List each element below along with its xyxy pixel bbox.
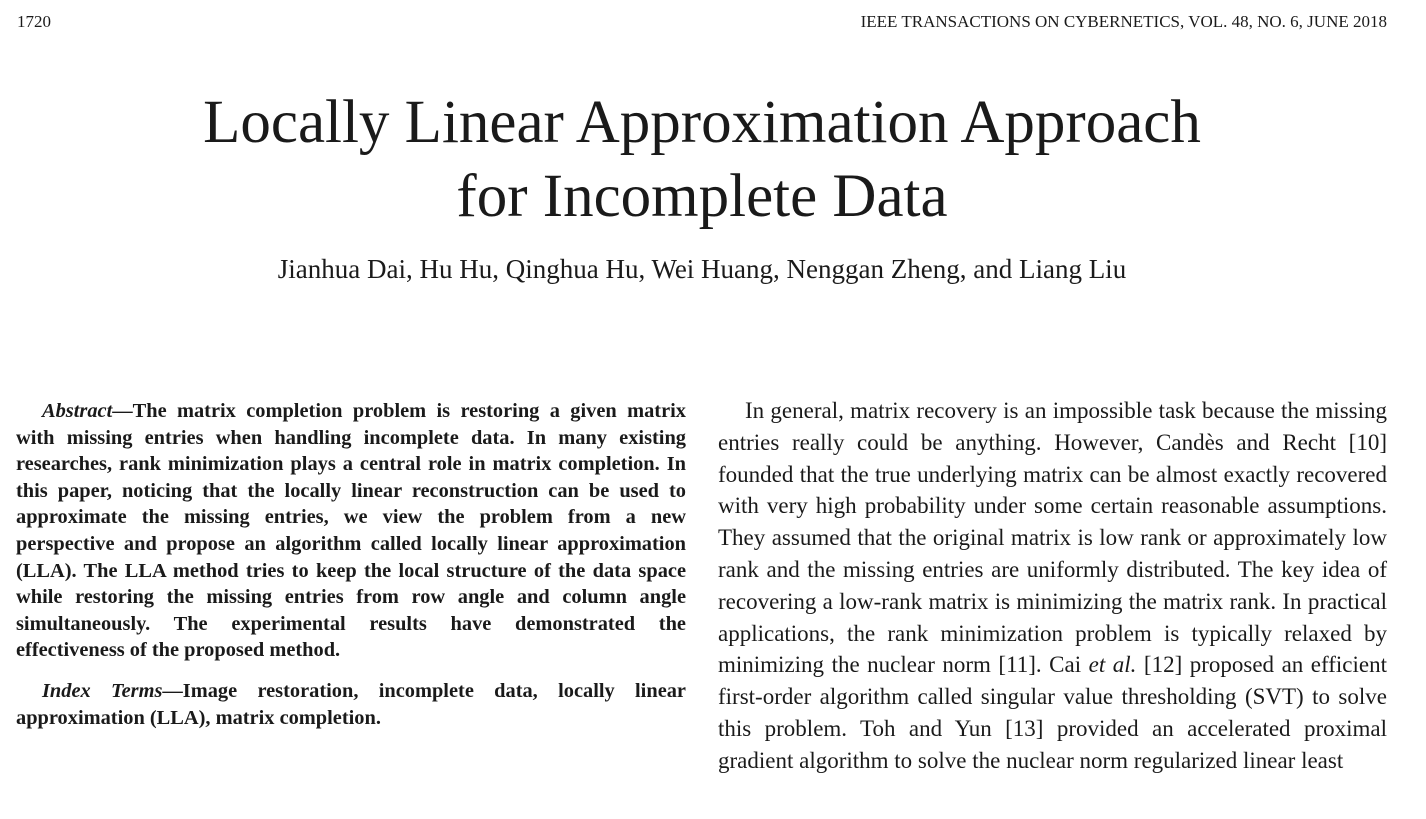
title-line-2: for Incomplete Data [456, 163, 948, 230]
paper-title [0, 86, 1404, 234]
abstract-label: Abstract [42, 400, 113, 422]
page-number: 1720 [17, 12, 51, 31]
author-list: Jianhua Dai, Hu Hu, Qinghua Hu, Wei Huang, Nenggan Zheng, and Liang Liu [277, 254, 1127, 284]
title-line-1: Locally Linear Approximation Approach [203, 89, 1201, 156]
body-text-part1: In general, matrix recovery is an impossible task because the missing entries really could be anything. However, Candès and Recht [10] founded that the true underlying matrix can be almost exactly recovered with very high probability under some certain reasonable assumptions. They assumed that the original matrix is low rank or approximately low rank and the missing entries are uniformly distributed. The key idea of recovering a low-rank matrix is minimizing the matrix rank. In practical applications, the rank minimization problem is typically relaxed by minimizing the nuclear norm [11]. Cai [718, 398, 1387, 678]
abstract-dash: — [112, 400, 133, 422]
right-column [718, 395, 1387, 777]
body-text-part2: [12] proposed an efficient first-order algorithm called singular value thresholding (SVT) to solve this problem. Toh and Yun [13] provided an accelerated proximal gradient algorithm to solve the nuclear norm regularized linear least [718, 652, 1387, 773]
abstract-text: The matrix completion problem is restoring a given matrix with missing entries when handling incomplete data. In many existing researches, rank minimization plays a central role in matrix completion. In this paper, noticing that the locally linear reconstruction can be used to approximate the missing entries, we view the problem from a new perspective and propose an algorithm called locally linear approximation (LLA). The LLA method tries to keep the local structure of the data space while restoring the missing entries from row angle and column angle simultaneously. The experimental results have demonstrated the effectiveness of the proposed method. [16, 400, 686, 662]
left-column [16, 398, 686, 731]
index-terms-label: Index Terms [42, 679, 163, 702]
body-paragraph [718, 395, 1387, 777]
index-terms-dash: — [162, 679, 183, 702]
index-terms-paragraph [16, 678, 686, 731]
abstract-paragraph [16, 398, 686, 664]
et-al: et al. [1088, 652, 1137, 678]
journal-running-head: IEEE TRANSACTIONS ON CYBERNETICS, VOL. 48, NO. 6, JUNE 2018 [860, 12, 1387, 31]
index-terms-text: Image restoration, incomplete data, locally linear approximation (LLA), matrix completion. [16, 679, 686, 729]
